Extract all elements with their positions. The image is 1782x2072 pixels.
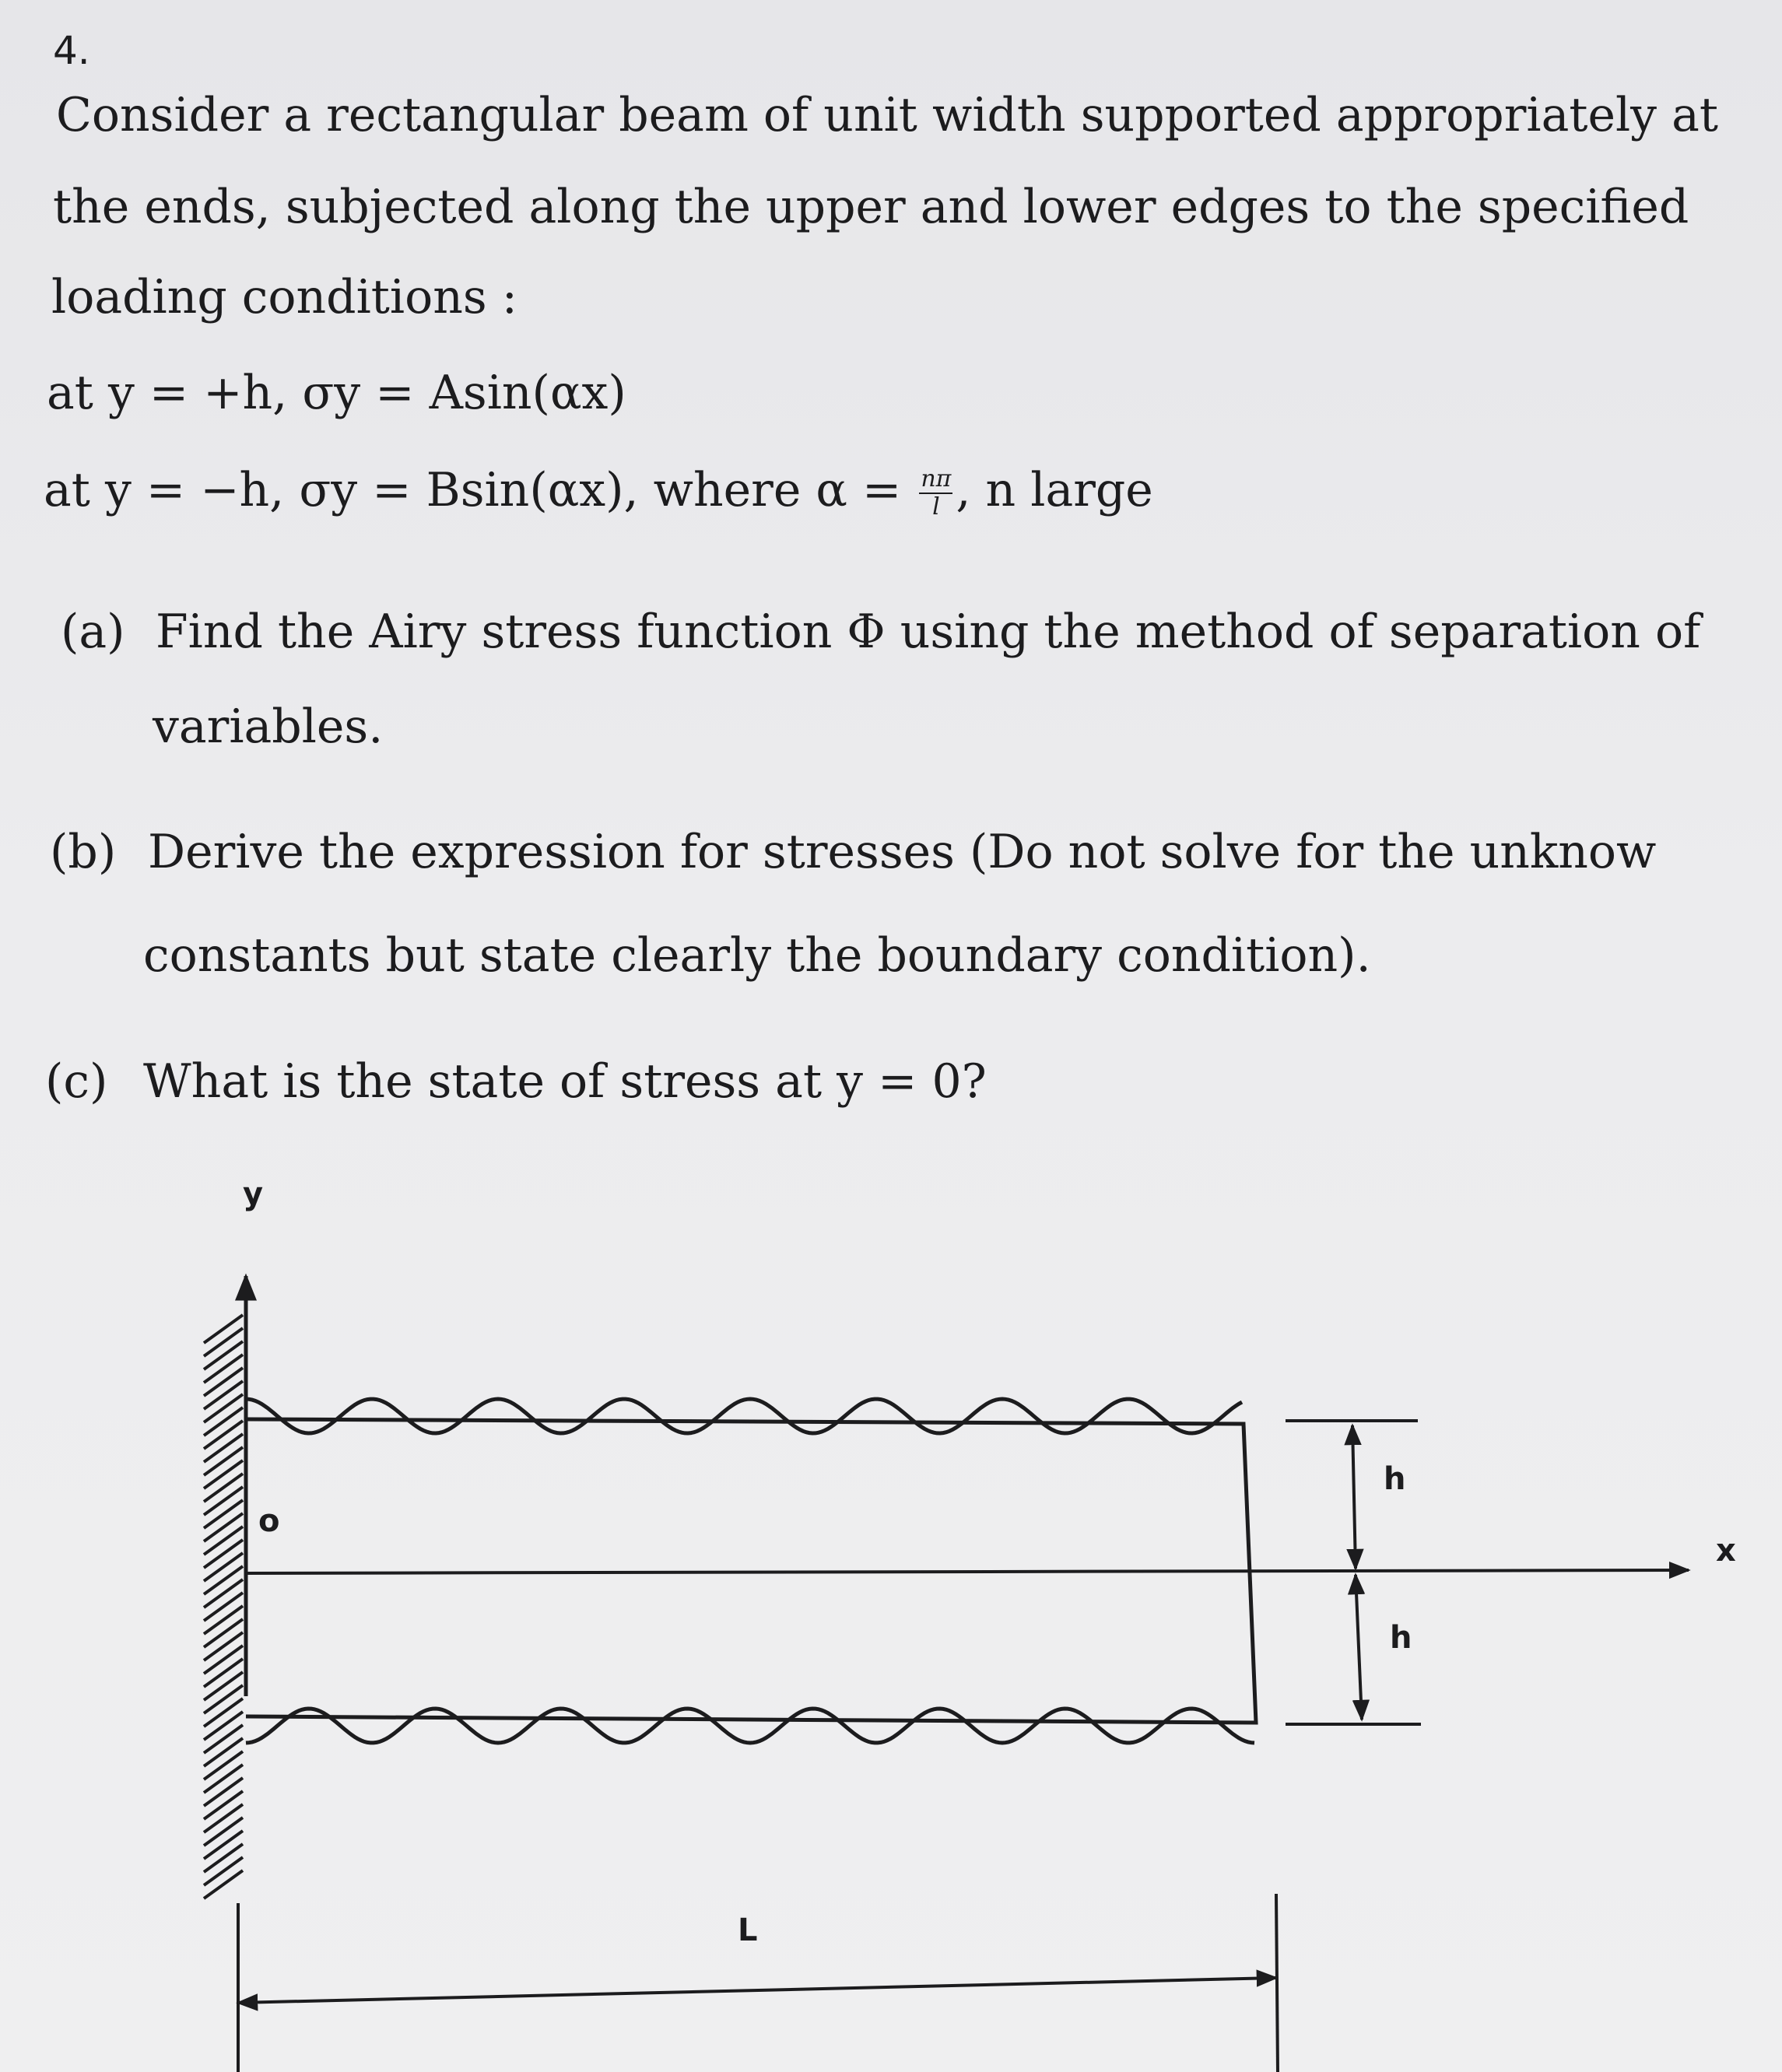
length-label: L (738, 1912, 758, 1948)
wall-hatch-stroke (204, 1791, 243, 1819)
wall-hatch-stroke (204, 1738, 243, 1766)
wall-hatch-stroke (204, 1460, 243, 1488)
h-lower-label: h (1390, 1620, 1412, 1656)
h-upper-label: h (1384, 1461, 1406, 1497)
wall-hatch-stroke (204, 1566, 243, 1594)
x-axis-line (246, 1570, 1689, 1573)
intro-line-2: the ends, subjected along the upper and lower edges to the specified (53, 180, 1689, 234)
wall-hatch-stroke (204, 1619, 243, 1647)
origin-label: o (258, 1503, 280, 1539)
wall-hatch-stroke (204, 1659, 243, 1687)
part-a-label: (a) (61, 605, 125, 659)
h-upper-dimension-arrow (1352, 1425, 1356, 1569)
part-c-line-1: What is the state of stress at y = 0? (143, 1054, 987, 1109)
wall-hatch-stroke (204, 1606, 243, 1634)
condition-lower-main: at y = −h, σy = Bsin(αx), where α = (44, 463, 917, 517)
intro-line-3: loading conditions : (51, 270, 517, 324)
wall-hatch-stroke (204, 1474, 243, 1502)
part-c-label: (c) (45, 1054, 108, 1109)
wall-hatch-stroke (204, 1632, 243, 1660)
wall-hatch-stroke (204, 1328, 243, 1356)
intro-line-1: Consider a rectangular beam of unit width supported appropriately at (56, 88, 1719, 142)
wall-hatch-stroke (204, 1368, 243, 1396)
alpha-fraction-numerator: nπ (921, 465, 952, 493)
question-number: 4. (53, 28, 90, 73)
condition-upper-edge: at y = +h, σy = Asin(αx) (47, 366, 626, 420)
wall-hatch-stroke (204, 1500, 243, 1528)
wall-hatch-stroke (204, 1699, 243, 1727)
alpha-fraction-denominator: l (932, 493, 940, 521)
upper-edge-sinusoidal-load (246, 1399, 1242, 1433)
wall-hatch-stroke (204, 1751, 243, 1779)
part-a-line-1: Find the Airy stress function Φ using the method of separation of (156, 605, 1701, 659)
wall-hatch-stroke (204, 1540, 243, 1568)
wall-hatch-stroke (204, 1447, 243, 1475)
wall-hatch-stroke (204, 1394, 243, 1422)
part-b-line-1: Derive the expression for stresses (Do not solve for the unknow (148, 825, 1657, 879)
wall-hatch-stroke (204, 1513, 243, 1541)
wall-hatch-stroke (204, 1434, 243, 1462)
wall-hatch-stroke (204, 1553, 243, 1581)
y-axis-label: y (243, 1176, 264, 1212)
wall-hatch-stroke (204, 1341, 243, 1369)
wall-hatch-stroke (204, 1870, 243, 1898)
wall-hatch-stroke (204, 1646, 243, 1674)
condition-lower-tail: , n large (956, 463, 1153, 517)
wall-hatch-stroke (204, 1487, 243, 1515)
wall-hatch-stroke (204, 1765, 243, 1793)
x-axis-label: x (1716, 1533, 1736, 1569)
wall-hatch-stroke (204, 1672, 243, 1700)
wall-hatch-stroke (204, 1725, 243, 1753)
wall-hatch-stroke (204, 1421, 243, 1449)
wall-hatch-stroke (204, 1818, 243, 1846)
wall-hatch-stroke (204, 1579, 243, 1607)
length-dimension-right-extension (1276, 1894, 1278, 2072)
wall-hatch-stroke (204, 1527, 243, 1555)
wall-hatch-stroke (204, 1355, 243, 1383)
length-dimension-arrow (238, 1978, 1276, 2003)
wall-hatch-stroke (204, 1844, 243, 1872)
wall-hatch-stroke (204, 1712, 243, 1740)
wall-hatch-stroke (204, 1857, 243, 1885)
wall-hatch-stroke (204, 1685, 243, 1713)
wall-hatch-stroke (204, 1593, 243, 1621)
part-b-line-2: constants but state clearly the boundary condition). (143, 928, 1371, 983)
wall-hatch-stroke (204, 1804, 243, 1832)
wall-hatch-stroke (204, 1408, 243, 1436)
part-a-line-2: variables. (153, 699, 384, 754)
wall-hatch-stroke (204, 1831, 243, 1859)
fixed-wall-hatching (204, 1315, 243, 1898)
wall-hatch-stroke (204, 1315, 243, 1343)
h-lower-dimension-arrow (1356, 1575, 1362, 1720)
wall-hatch-stroke (204, 1778, 243, 1806)
part-b-label: (b) (50, 825, 117, 879)
lower-edge-sinusoidal-load (246, 1709, 1254, 1743)
wall-hatch-stroke (204, 1381, 243, 1409)
